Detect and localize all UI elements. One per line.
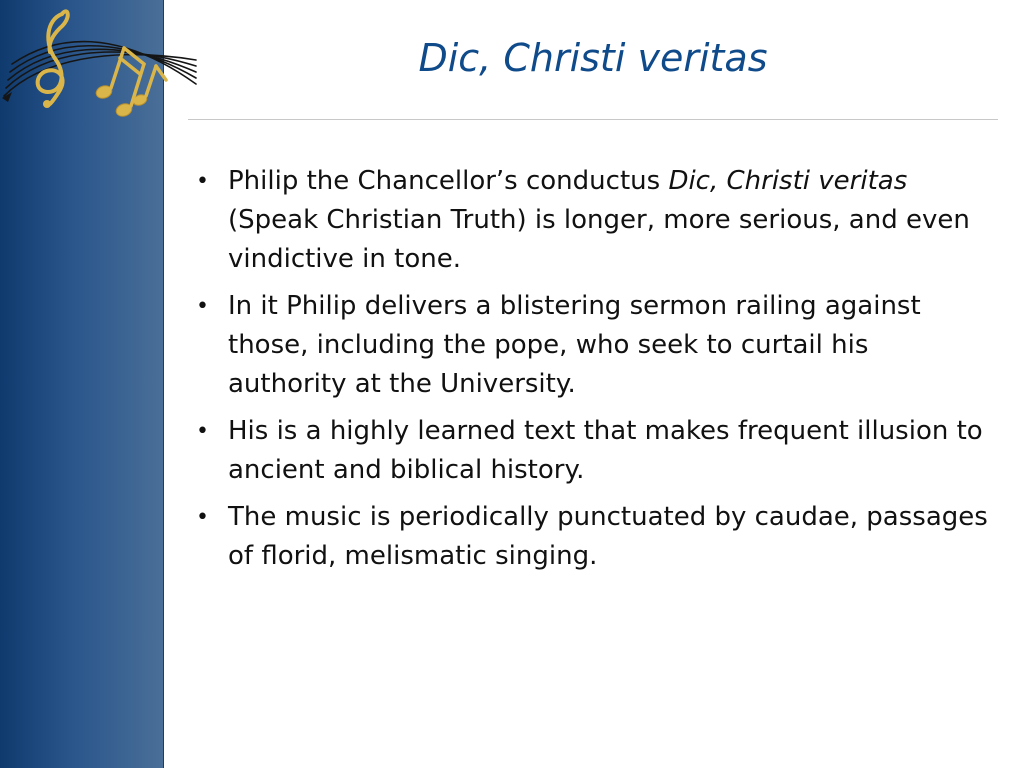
bullet-item <box>190 162 990 279</box>
bullet-text: In it Philip delivers a blistering sermon railing against those, including the pope, who seek to curtail his authority at the University. <box>228 291 921 399</box>
bullet-italic-text: Dic, Christi veritas <box>668 166 908 196</box>
bullet-text: His is a highly learned text that makes frequent illusion to ancient and biblical history. <box>228 416 983 485</box>
bullet-text: Philip the Chancellor’s conductus <box>228 166 669 196</box>
bullet-text: The music is periodically punctuated by caudae, passages of florid, melismatic singing. <box>228 502 988 571</box>
bullet-list <box>190 162 990 584</box>
bullet-item <box>190 498 990 576</box>
bullet-marker: • <box>196 505 209 530</box>
bullet-item <box>190 412 990 490</box>
bullet-marker: • <box>196 419 209 444</box>
bullet-text-tail: (Speak Christian Truth) is longer, more serious, and even vindictive in tone. <box>228 205 970 274</box>
music-staff-notes-icon <box>0 0 200 130</box>
bullet-item <box>190 287 990 404</box>
bullet-marker: • <box>196 294 209 319</box>
bullet-marker: • <box>196 169 209 194</box>
slide-title: Dic, Christi veritas <box>418 36 768 80</box>
title-divider <box>188 119 998 120</box>
